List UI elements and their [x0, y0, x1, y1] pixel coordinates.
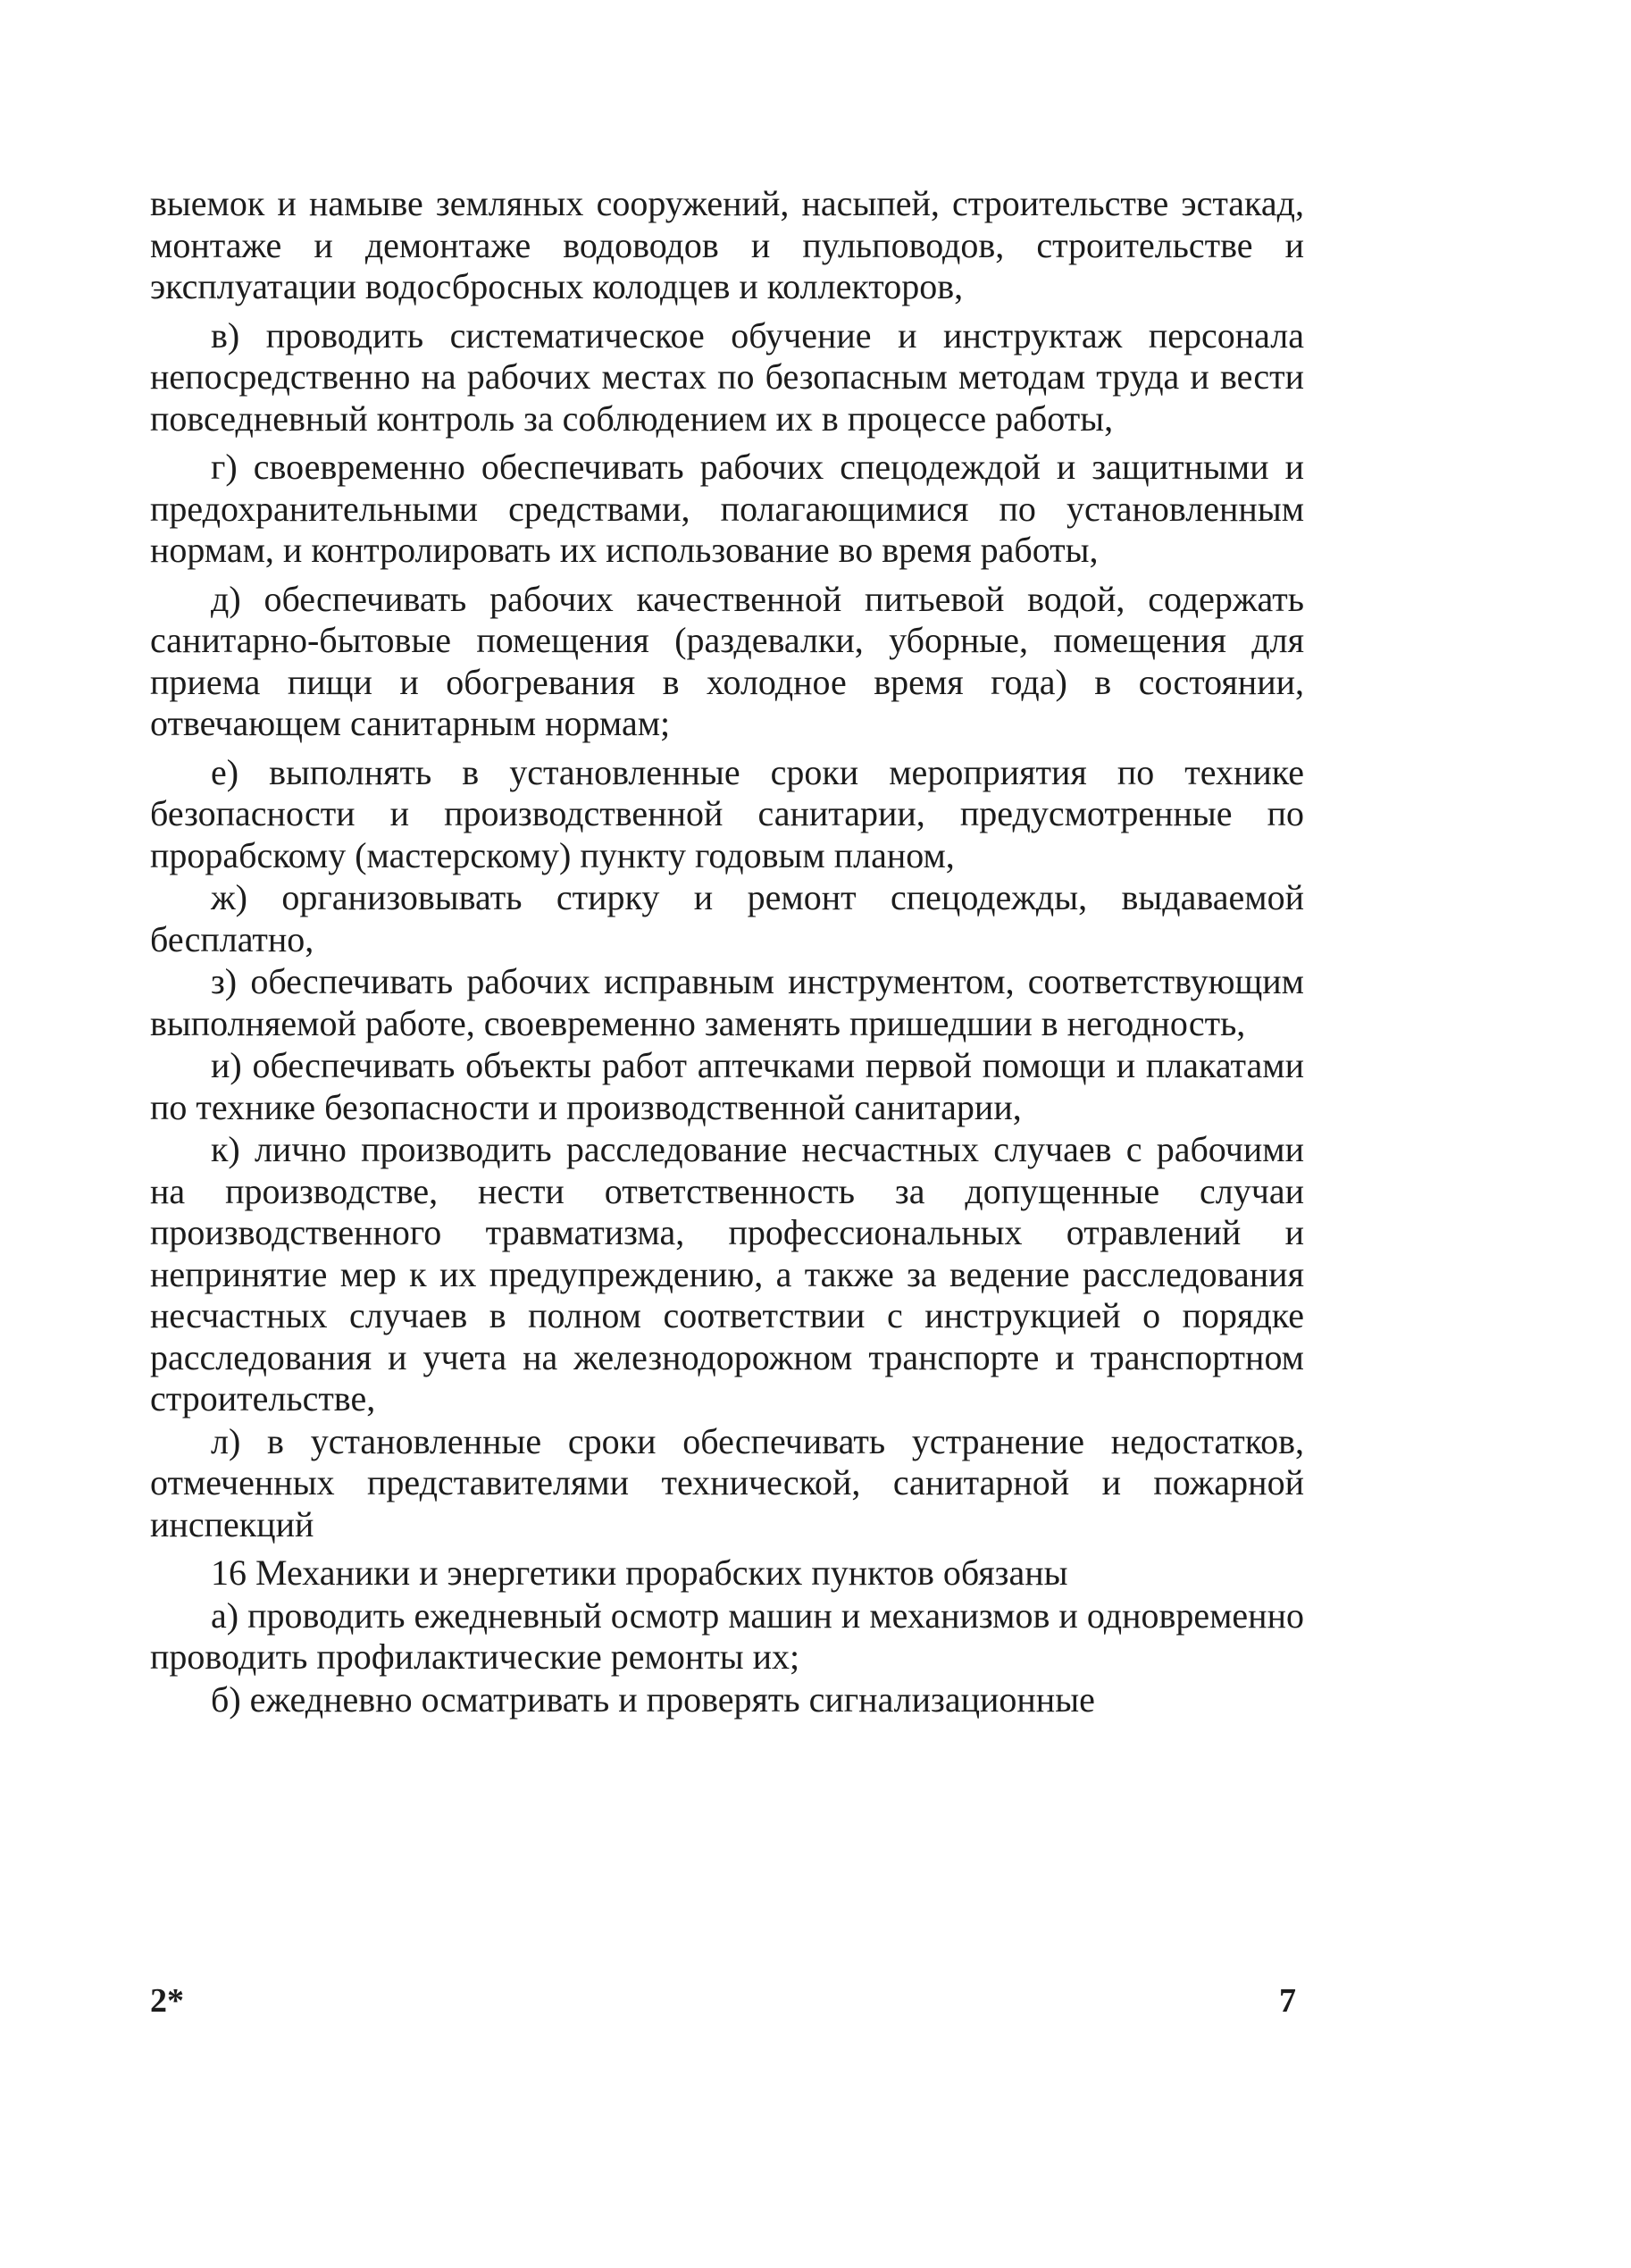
paragraph-item-l: л) в установленные сроки обеспечивать устранение недостатков, отмеченных представителями технической, санитарной и пожарной инспекций [150, 1420, 1304, 1544]
paragraph-item-z: з) обеспечивать рабочих исправным инструментом, соответствующим выполняемой работе, своевременно заменять пришедшии в негодность, [150, 961, 1304, 1043]
signature-mark: 2* [150, 1982, 184, 2020]
paragraph-continuation: выемок и намыве земляных сооружений, насыпей, строительстве эстакад, монтаже и демонтаже водоводов и пульповодов, строительстве и эксплуатации водосбросных колодцев и коллекторов, [150, 183, 1304, 306]
paragraph-item-i: и) обеспечивать объекты работ аптечками первой помощи и плакатами по технике безопасности и производственной санитарии, [150, 1045, 1304, 1127]
paragraph-item-zh: ж) организовывать стирку и ремонт спецодежды, выдаваемой бесплатно, [150, 877, 1304, 959]
paragraph-item-v: в) проводить систематическое обучение и инструктаж персонала непосредственно на рабочих местах по безопасным методам труда и вести повседневный контроль за соблюдением их в процессе работы, [150, 314, 1304, 439]
paragraph-item-b: б) ежедневно осматривать и проверять сигнализационные [211, 1678, 1095, 1720]
paragraph-item-g: г) своевременно обеспечивать рабочих спецодеждой и защитными и предохранительными средствами, полагающимися по установленным нормам, и контролировать их использование во время работы, [150, 447, 1304, 570]
page-number: 7 [1279, 1982, 1296, 2020]
body-text [150, 183, 1304, 1721]
paragraph-item-e: е) выполнять в установленные сроки мероприятия по технике безопасности и производственной санитарии, предусмотренные по прорабскому (мастерскому) пункту годовым планом, [150, 751, 1304, 875]
paragraph-item-k: к) лично производить расследование несчастных случаев с рабочими на производстве, нести ответственность за допущенные случаи производственного травматизма, профессиональных отравлений и непринятие мер к их предупреждению, а также за ведение расследования несчастных случаев в полном соответствии с инструкцией о порядке расследования и учета на железнодорожном транспорте и транспортном строительстве, [150, 1129, 1304, 1419]
paragraph-item-d: д) обеспечивать рабочих качественной питьевой водой, содержать санитарно-бытовые помещения (раздевалки, уборные, помещения для приема пищи и обогревания в холодное время года) в состоянии, отвечающем санитарным нормам; [150, 578, 1304, 743]
paragraph-item-a: а) проводить ежедневный осмотр машин и механизмов и одновременно проводить профилактические ремонты их; [150, 1594, 1304, 1677]
section-16-heading: 16 Механики и энергетики прорабских пунктов обязаны [211, 1552, 1068, 1593]
